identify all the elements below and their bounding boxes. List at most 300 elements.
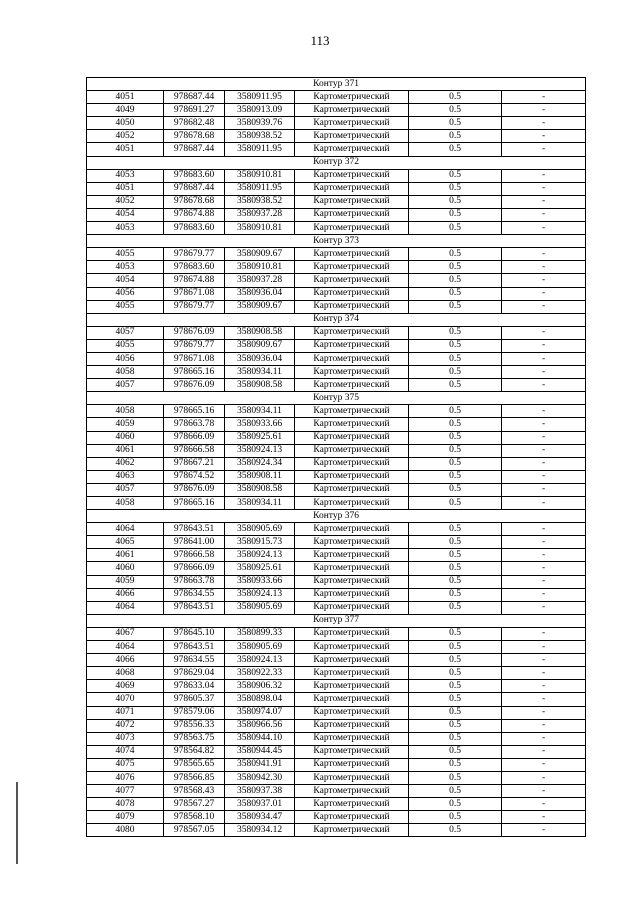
y-coordinate-cell: 3580908.58 xyxy=(225,326,295,339)
table-row xyxy=(87,771,586,784)
y-coordinate-cell: 3580934.47 xyxy=(225,811,295,824)
accuracy-cell: 0.5 xyxy=(409,654,502,667)
table-row xyxy=(87,745,586,758)
x-coordinate-cell: 978568.43 xyxy=(164,785,225,798)
x-coordinate-cell: 978683.60 xyxy=(164,169,225,182)
x-coordinate-cell: 978634.55 xyxy=(164,588,225,601)
description-cell: - xyxy=(502,824,586,837)
accuracy-cell: 0.5 xyxy=(409,379,502,392)
method-cell: Картометрический xyxy=(295,549,409,562)
method-cell: Картометрический xyxy=(295,379,409,392)
y-coordinate-cell: 3580942.30 xyxy=(225,771,295,784)
y-coordinate-cell: 3580924.13 xyxy=(225,588,295,601)
method-cell: Картометрический xyxy=(295,143,409,156)
description-cell: - xyxy=(502,379,586,392)
description-cell: - xyxy=(502,719,586,732)
y-coordinate-cell: 3580939.76 xyxy=(225,117,295,130)
description-cell: - xyxy=(502,549,586,562)
y-coordinate-cell: 3580966.56 xyxy=(225,719,295,732)
description-cell: - xyxy=(502,654,586,667)
x-coordinate-cell: 978683.60 xyxy=(164,261,225,274)
table-row xyxy=(87,654,586,667)
accuracy-cell: 0.5 xyxy=(409,104,502,117)
y-coordinate-cell: 3580933.66 xyxy=(225,418,295,431)
x-coordinate-cell: 978633.04 xyxy=(164,680,225,693)
accuracy-cell: 0.5 xyxy=(409,117,502,130)
contour-header-row xyxy=(87,313,586,326)
description-cell: - xyxy=(502,261,586,274)
point-number-cell: 4058 xyxy=(87,497,164,510)
y-coordinate-cell: 3580911.95 xyxy=(225,182,295,195)
x-coordinate-cell: 978643.51 xyxy=(164,641,225,654)
description-cell: - xyxy=(502,182,586,195)
point-number-cell: 4054 xyxy=(87,274,164,287)
point-number-cell: 4064 xyxy=(87,601,164,614)
x-coordinate-cell: 978567.27 xyxy=(164,798,225,811)
method-cell: Картометрический xyxy=(295,431,409,444)
accuracy-cell: 0.5 xyxy=(409,745,502,758)
accuracy-cell: 0.5 xyxy=(409,693,502,706)
table-row xyxy=(87,562,586,575)
x-coordinate-cell: 978665.16 xyxy=(164,366,225,379)
x-coordinate-cell: 978679.77 xyxy=(164,300,225,313)
method-cell: Картометрический xyxy=(295,195,409,208)
y-coordinate-cell: 3580925.61 xyxy=(225,431,295,444)
description-cell: - xyxy=(502,706,586,719)
point-number-cell: 4064 xyxy=(87,641,164,654)
y-coordinate-cell: 3580937.01 xyxy=(225,798,295,811)
point-number-cell: 4072 xyxy=(87,719,164,732)
y-coordinate-cell: 3580936.04 xyxy=(225,352,295,365)
description-cell: - xyxy=(502,222,586,235)
accuracy-cell: 0.5 xyxy=(409,588,502,601)
point-number-cell: 4053 xyxy=(87,169,164,182)
accuracy-cell: 0.5 xyxy=(409,575,502,588)
table-row xyxy=(87,91,586,104)
description-cell: - xyxy=(502,575,586,588)
point-number-cell: 4063 xyxy=(87,470,164,483)
method-cell: Картометрический xyxy=(295,536,409,549)
table-row xyxy=(87,339,586,352)
description-cell: - xyxy=(502,536,586,549)
point-number-cell: 4061 xyxy=(87,444,164,457)
description-cell: - xyxy=(502,104,586,117)
method-cell: Картометрический xyxy=(295,248,409,261)
table-row xyxy=(87,785,586,798)
x-coordinate-cell: 978568.10 xyxy=(164,811,225,824)
method-cell: Картометрический xyxy=(295,91,409,104)
table-row xyxy=(87,497,586,510)
y-coordinate-cell: 3580910.81 xyxy=(225,222,295,235)
y-coordinate-cell: 3580934.11 xyxy=(225,405,295,418)
table-row xyxy=(87,130,586,143)
y-coordinate-cell: 3580913.09 xyxy=(225,104,295,117)
method-cell: Картометрический xyxy=(295,601,409,614)
point-number-cell: 4060 xyxy=(87,431,164,444)
description-cell: - xyxy=(502,641,586,654)
method-cell: Картометрический xyxy=(295,680,409,693)
description-cell: - xyxy=(502,627,586,640)
x-coordinate-cell: 978678.68 xyxy=(164,195,225,208)
y-coordinate-cell: 3580906.32 xyxy=(225,680,295,693)
y-coordinate-cell: 3580911.95 xyxy=(225,143,295,156)
accuracy-cell: 0.5 xyxy=(409,497,502,510)
accuracy-cell: 0.5 xyxy=(409,562,502,575)
method-cell: Картометрический xyxy=(295,758,409,771)
description-cell: - xyxy=(502,208,586,221)
accuracy-cell: 0.5 xyxy=(409,195,502,208)
x-coordinate-cell: 978563.75 xyxy=(164,732,225,745)
contour-header-row xyxy=(87,614,586,627)
table-row xyxy=(87,444,586,457)
point-number-cell: 4078 xyxy=(87,798,164,811)
point-number-cell: 4074 xyxy=(87,745,164,758)
description-cell: - xyxy=(502,811,586,824)
accuracy-cell: 0.5 xyxy=(409,261,502,274)
method-cell: Картометрический xyxy=(295,117,409,130)
accuracy-cell: 0.5 xyxy=(409,824,502,837)
method-cell: Картометрический xyxy=(295,444,409,457)
method-cell: Картометрический xyxy=(295,771,409,784)
accuracy-cell: 0.5 xyxy=(409,208,502,221)
contour-title: Контур 374 xyxy=(87,313,586,326)
table-row xyxy=(87,104,586,117)
accuracy-cell: 0.5 xyxy=(409,91,502,104)
accuracy-cell: 0.5 xyxy=(409,431,502,444)
x-coordinate-cell: 978671.08 xyxy=(164,287,225,300)
point-number-cell: 4077 xyxy=(87,785,164,798)
point-number-cell: 4059 xyxy=(87,575,164,588)
point-number-cell: 4070 xyxy=(87,693,164,706)
method-cell: Картометрический xyxy=(295,130,409,143)
x-coordinate-cell: 978674.52 xyxy=(164,470,225,483)
x-coordinate-cell: 978671.08 xyxy=(164,352,225,365)
description-cell: - xyxy=(502,588,586,601)
accuracy-cell: 0.5 xyxy=(409,667,502,680)
table-row xyxy=(87,274,586,287)
y-coordinate-cell: 3580910.81 xyxy=(225,261,295,274)
x-coordinate-cell: 978676.09 xyxy=(164,483,225,496)
point-number-cell: 4079 xyxy=(87,811,164,824)
description-cell: - xyxy=(502,562,586,575)
accuracy-cell: 0.5 xyxy=(409,366,502,379)
table-row xyxy=(87,536,586,549)
y-coordinate-cell: 3580938.52 xyxy=(225,130,295,143)
x-coordinate-cell: 978643.51 xyxy=(164,523,225,536)
method-cell: Картометрический xyxy=(295,300,409,313)
point-number-cell: 4051 xyxy=(87,91,164,104)
table-row xyxy=(87,379,586,392)
contour-title: Контур 372 xyxy=(87,156,586,169)
point-number-cell: 4064 xyxy=(87,523,164,536)
table-row xyxy=(87,287,586,300)
description-cell: - xyxy=(502,732,586,745)
accuracy-cell: 0.5 xyxy=(409,444,502,457)
x-coordinate-cell: 978565.65 xyxy=(164,758,225,771)
y-coordinate-cell: 3580909.67 xyxy=(225,300,295,313)
description-cell: - xyxy=(502,745,586,758)
contour-title: Контур 376 xyxy=(87,510,586,523)
table-row xyxy=(87,169,586,182)
x-coordinate-cell: 978665.16 xyxy=(164,405,225,418)
point-number-cell: 4052 xyxy=(87,195,164,208)
accuracy-cell: 0.5 xyxy=(409,785,502,798)
table-row xyxy=(87,523,586,536)
y-coordinate-cell: 3580944.10 xyxy=(225,732,295,745)
method-cell: Картометрический xyxy=(295,104,409,117)
x-coordinate-cell: 978663.78 xyxy=(164,575,225,588)
point-number-cell: 4055 xyxy=(87,339,164,352)
description-cell: - xyxy=(502,798,586,811)
description-cell: - xyxy=(502,523,586,536)
table-row xyxy=(87,824,586,837)
y-coordinate-cell: 3580937.28 xyxy=(225,274,295,287)
point-number-cell: 4057 xyxy=(87,379,164,392)
table-row xyxy=(87,706,586,719)
point-number-cell: 4055 xyxy=(87,300,164,313)
point-number-cell: 4052 xyxy=(87,130,164,143)
table-row xyxy=(87,261,586,274)
y-coordinate-cell: 3580934.11 xyxy=(225,497,295,510)
description-cell: - xyxy=(502,667,586,680)
description-cell: - xyxy=(502,143,586,156)
table-row xyxy=(87,732,586,745)
point-number-cell: 4054 xyxy=(87,208,164,221)
table-row xyxy=(87,248,586,261)
description-cell: - xyxy=(502,758,586,771)
contour-header-row xyxy=(87,78,586,91)
x-coordinate-cell: 978605.37 xyxy=(164,693,225,706)
y-coordinate-cell: 3580911.95 xyxy=(225,91,295,104)
description-cell: - xyxy=(502,457,586,470)
x-coordinate-cell: 978641.00 xyxy=(164,536,225,549)
point-number-cell: 4050 xyxy=(87,117,164,130)
method-cell: Картометрический xyxy=(295,693,409,706)
method-cell: Картометрический xyxy=(295,182,409,195)
description-cell: - xyxy=(502,405,586,418)
x-coordinate-cell: 978676.09 xyxy=(164,379,225,392)
point-number-cell: 4056 xyxy=(87,352,164,365)
table-row xyxy=(87,300,586,313)
x-coordinate-cell: 978687.44 xyxy=(164,91,225,104)
x-coordinate-cell: 978676.09 xyxy=(164,326,225,339)
y-coordinate-cell: 3580908.58 xyxy=(225,379,295,392)
point-number-cell: 4051 xyxy=(87,182,164,195)
point-number-cell: 4058 xyxy=(87,366,164,379)
description-cell: - xyxy=(502,693,586,706)
x-coordinate-cell: 978643.51 xyxy=(164,601,225,614)
table-row xyxy=(87,208,586,221)
accuracy-cell: 0.5 xyxy=(409,523,502,536)
x-coordinate-cell: 978629.04 xyxy=(164,667,225,680)
point-number-cell: 4057 xyxy=(87,483,164,496)
method-cell: Картометрический xyxy=(295,287,409,300)
method-cell: Картометрический xyxy=(295,798,409,811)
point-number-cell: 4069 xyxy=(87,680,164,693)
y-coordinate-cell: 3580944.45 xyxy=(225,745,295,758)
point-number-cell: 4060 xyxy=(87,562,164,575)
point-number-cell: 4058 xyxy=(87,405,164,418)
accuracy-cell: 0.5 xyxy=(409,536,502,549)
x-coordinate-cell: 978564.82 xyxy=(164,745,225,758)
table-row xyxy=(87,352,586,365)
accuracy-cell: 0.5 xyxy=(409,418,502,431)
point-number-cell: 4049 xyxy=(87,104,164,117)
accuracy-cell: 0.5 xyxy=(409,706,502,719)
x-coordinate-cell: 978682.48 xyxy=(164,117,225,130)
description-cell: - xyxy=(502,248,586,261)
accuracy-cell: 0.5 xyxy=(409,130,502,143)
table-row xyxy=(87,798,586,811)
y-coordinate-cell: 3580915.73 xyxy=(225,536,295,549)
x-coordinate-cell: 978679.77 xyxy=(164,339,225,352)
contour-header-row xyxy=(87,156,586,169)
accuracy-cell: 0.5 xyxy=(409,549,502,562)
accuracy-cell: 0.5 xyxy=(409,274,502,287)
accuracy-cell: 0.5 xyxy=(409,719,502,732)
table-row xyxy=(87,680,586,693)
description-cell: - xyxy=(502,771,586,784)
y-coordinate-cell: 3580905.69 xyxy=(225,601,295,614)
x-coordinate-cell: 978566.85 xyxy=(164,771,225,784)
accuracy-cell: 0.5 xyxy=(409,680,502,693)
x-coordinate-cell: 978678.68 xyxy=(164,130,225,143)
accuracy-cell: 0.5 xyxy=(409,641,502,654)
contour-header-row xyxy=(87,510,586,523)
table-row xyxy=(87,601,586,614)
description-cell: - xyxy=(502,680,586,693)
point-number-cell: 4073 xyxy=(87,732,164,745)
description-cell: - xyxy=(502,785,586,798)
margin-mark xyxy=(16,782,18,864)
point-number-cell: 4066 xyxy=(87,654,164,667)
method-cell: Картометрический xyxy=(295,719,409,732)
table-row xyxy=(87,418,586,431)
description-cell: - xyxy=(502,130,586,143)
point-number-cell: 4068 xyxy=(87,667,164,680)
point-number-cell: 4059 xyxy=(87,418,164,431)
method-cell: Картометрический xyxy=(295,641,409,654)
contour-title: Контур 375 xyxy=(87,392,586,405)
description-cell: - xyxy=(502,117,586,130)
point-number-cell: 4055 xyxy=(87,248,164,261)
y-coordinate-cell: 3580974.07 xyxy=(225,706,295,719)
page-number: 113 xyxy=(310,33,330,48)
description-cell: - xyxy=(502,431,586,444)
coordinates-table xyxy=(86,77,586,837)
description-cell: - xyxy=(502,195,586,208)
point-number-cell: 4071 xyxy=(87,706,164,719)
y-coordinate-cell: 3580924.13 xyxy=(225,654,295,667)
accuracy-cell: 0.5 xyxy=(409,326,502,339)
x-coordinate-cell: 978666.09 xyxy=(164,431,225,444)
y-coordinate-cell: 3580899.33 xyxy=(225,627,295,640)
contour-header-row xyxy=(87,392,586,405)
description-cell: - xyxy=(502,483,586,496)
point-number-cell: 4053 xyxy=(87,261,164,274)
y-coordinate-cell: 3580910.81 xyxy=(225,169,295,182)
y-coordinate-cell: 3580908.58 xyxy=(225,483,295,496)
method-cell: Картометрический xyxy=(295,654,409,667)
table-row xyxy=(87,483,586,496)
accuracy-cell: 0.5 xyxy=(409,732,502,745)
y-coordinate-cell: 3580934.11 xyxy=(225,366,295,379)
method-cell: Картометрический xyxy=(295,405,409,418)
y-coordinate-cell: 3580909.67 xyxy=(225,339,295,352)
method-cell: Картометрический xyxy=(295,457,409,470)
accuracy-cell: 0.5 xyxy=(409,758,502,771)
y-coordinate-cell: 3580934.12 xyxy=(225,824,295,837)
method-cell: Картометрический xyxy=(295,366,409,379)
contour-title: Контур 371 xyxy=(87,78,586,91)
method-cell: Картометрический xyxy=(295,352,409,365)
x-coordinate-cell: 978683.60 xyxy=(164,222,225,235)
description-cell: - xyxy=(502,418,586,431)
table-row xyxy=(87,588,586,601)
x-coordinate-cell: 978679.77 xyxy=(164,248,225,261)
description-cell: - xyxy=(502,169,586,182)
method-cell: Картометрический xyxy=(295,824,409,837)
x-coordinate-cell: 978663.78 xyxy=(164,418,225,431)
description-cell: - xyxy=(502,366,586,379)
accuracy-cell: 0.5 xyxy=(409,339,502,352)
x-coordinate-cell: 978674.88 xyxy=(164,208,225,221)
accuracy-cell: 0.5 xyxy=(409,771,502,784)
table-row xyxy=(87,641,586,654)
point-number-cell: 4065 xyxy=(87,536,164,549)
x-coordinate-cell: 978687.44 xyxy=(164,143,225,156)
table-row xyxy=(87,405,586,418)
description-cell: - xyxy=(502,287,586,300)
accuracy-cell: 0.5 xyxy=(409,182,502,195)
table-row xyxy=(87,117,586,130)
point-number-cell: 4080 xyxy=(87,824,164,837)
method-cell: Картометрический xyxy=(295,627,409,640)
x-coordinate-cell: 978645.10 xyxy=(164,627,225,640)
point-number-cell: 4053 xyxy=(87,222,164,235)
method-cell: Картометрический xyxy=(295,732,409,745)
method-cell: Картометрический xyxy=(295,222,409,235)
point-number-cell: 4066 xyxy=(87,588,164,601)
accuracy-cell: 0.5 xyxy=(409,248,502,261)
accuracy-cell: 0.5 xyxy=(409,601,502,614)
y-coordinate-cell: 3580941.91 xyxy=(225,758,295,771)
table-row xyxy=(87,549,586,562)
table-row xyxy=(87,758,586,771)
x-coordinate-cell: 978634.55 xyxy=(164,654,225,667)
y-coordinate-cell: 3580937.28 xyxy=(225,208,295,221)
y-coordinate-cell: 3580905.69 xyxy=(225,641,295,654)
contour-header-row xyxy=(87,235,586,248)
method-cell: Картометрический xyxy=(295,706,409,719)
point-number-cell: 4075 xyxy=(87,758,164,771)
y-coordinate-cell: 3580924.34 xyxy=(225,457,295,470)
method-cell: Картометрический xyxy=(295,575,409,588)
table-row xyxy=(87,693,586,706)
point-number-cell: 4061 xyxy=(87,549,164,562)
table-row xyxy=(87,195,586,208)
contour-title: Контур 377 xyxy=(87,614,586,627)
method-cell: Картометрический xyxy=(295,588,409,601)
table-row xyxy=(87,627,586,640)
table-row xyxy=(87,667,586,680)
description-cell: - xyxy=(502,470,586,483)
y-coordinate-cell: 3580925.61 xyxy=(225,562,295,575)
accuracy-cell: 0.5 xyxy=(409,811,502,824)
y-coordinate-cell: 3580924.13 xyxy=(225,444,295,457)
description-cell: - xyxy=(502,91,586,104)
table-row xyxy=(87,575,586,588)
